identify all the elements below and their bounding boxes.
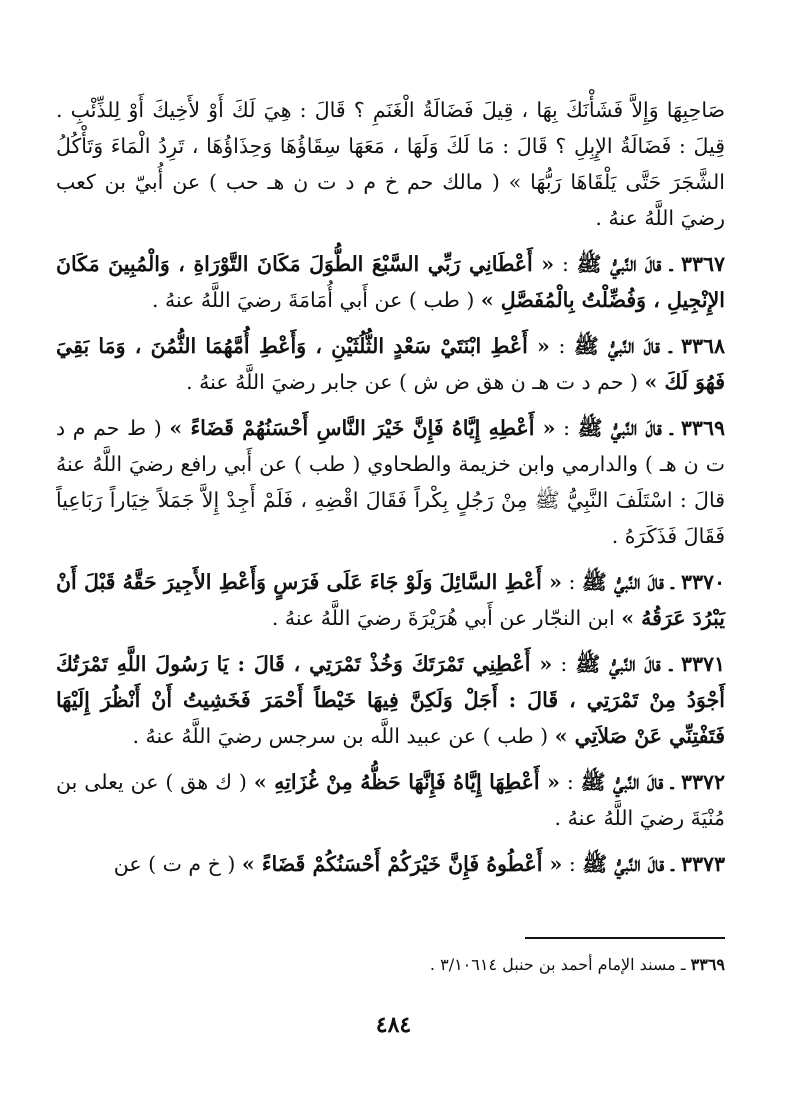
hadith-text: « أَعْطِهَا إِيَّاهُ فَإِنَّهَا حَظُّهُ مِنْ غُزَاتِهِ » [253,770,560,794]
narration-phrase: قالَ النَّبيُّ ﷺ [573,334,660,358]
footnote-text: ـ مسند الإمام أحمد بن حنبل ٣/١٠٦١٤ . [429,955,686,974]
hadith-source: ( طب ) عن عبيد اللَّه بن سرجس رضيَ اللَّهُ عنهُ . [132,724,549,748]
hadith-text: « أَعْطِهِ إِيَّاهُ فَإِنَّ خَيْرَ النَّاسِ أَحْسَنُهُمْ قَضَاءً » [169,416,556,440]
hadith-number: ٣٣٧١ [680,652,725,676]
hadith-entry-3373 [56,846,725,882]
page-number: ٤٨٤ [375,1012,412,1038]
colon: : [549,334,574,358]
hadith-number: ٣٣٧٠ [680,570,725,594]
hadith-number: ٣٣٦٩ [680,416,725,440]
footnote-divider [525,937,725,939]
continuation-text: صَاحِبِهَا وَإِلاَّ فَشَأْنَكَ بِهَا ، قِيلَ فَضَالَةُ الْغَنَمِ ؟ قَالَ : هِيَ لَكَ أَوْ لأَخِيكَ أَوْ لِلذِّئْبِ . قِيلَ : فَضَالَةُ الإِبِلِ ؟ قَالَ : مَا لَكَ وَلَهَا ، مَعَهَا سِقَاؤُهَا وَحِذَاؤُهَا ، تَرِدُ الْمَاءَ وَتَأْكُلُ الشَّجَرَ حَتَّى يَلْقَاهَا رَبُّهَا » ( مالك حم خ م د ت ن هـ حب ) عن أُبيّ بن كعب رضيَ اللَّهُ عنهُ . [56,98,725,230]
hadith-text: « أَعْطِ ابْنَتَيْ سَعْدٍ الثُّلُثَيْنِ ، وَأَعْطِ أُمَّهُمَا الثُّمُنَ ، وَمَا بَقِيَ فَهُوَ لَكَ » [56,334,725,394]
hadith-text: « أَعْطَانِي رَبِّي السَّبْعَ الطُّوَلَ مَكَانَ التَّوْرَاةِ ، وَالْمُبِينَ مَكَانَ الإِنْجِيلِ ، وَفُضِّلْتُ بِالْمُفَصَّلِ » [56,252,725,312]
narration-phrase: قالَ النَّبيُّ ﷺ [577,416,662,440]
colon: : [559,770,581,794]
hadith-source: ( ك هق ) عن يعلى بن مُنْيَةَ رضيَ اللَّهُ عنهُ . [56,770,725,830]
narration-phrase: قالَ النَّبيُّ ﷺ [582,852,665,876]
hadith-number: ٣٣٦٨ [680,334,725,358]
hadith-source: ( خ م ت ) عن [113,852,236,876]
colon: : [562,852,583,876]
footnote-number: ٣٣٦٩ [690,955,725,974]
hadith-source: ( حم د ت هـ ن هق ض ش ) عن جابر رضيَ اللَّهُ عنهُ . [186,370,639,394]
hadith-text: « أَعْطُوهُ فَإِنَّ خَيْرَكُمْ أَحْسَنُكُمْ قَضَاءً » [241,852,563,876]
separator: ـ [661,416,681,440]
separator: ـ [659,334,681,358]
hadith-entry-3370 [56,564,725,636]
hadith-entry-3369 [56,410,725,554]
separator: ـ [660,652,681,676]
separator: ـ [663,770,681,794]
footnote [56,952,725,978]
separator: ـ [663,570,681,594]
hadith-source: ابن النجّار عن أَبي هُرَيْرَةَ رضيَ اللَّهُ عنهُ . [271,606,615,630]
hadith-entry-3367 [56,246,725,318]
narration-phrase: قالَ النَّبيُّ ﷺ [580,770,664,794]
hadith-number: ٣٣٦٧ [680,252,725,276]
separator: ـ [664,852,681,876]
hadith-text: « أَعْطِنِي تَمْرَتَكَ وَخُذْ تَمْرَتِي ، قَالَ : يَا رَسُولَ اللَّهِ تَمْرَتُكَ أَجْوَدُ مِنْ تَمْرَتِي ، قَالَ : أَجَلْ وَلَكِنَّ فِيهَا خَيْطاً أَحْمَرَ فَخَشِيتُ أَنْ أَنْظُرَ إِلَيْهَا فَتَفْتِنِّي عَنْ صَلاَتِي » [56,652,725,748]
hadith-source: ( ط حم م د ت ن هـ ) والدارمي وابن خزيمة والطحاوي ( طب ) عن أَبي رافع رضيَ اللَّهُ عنهُ قالَ : اسْتَلَفَ النَّبِيُّ ﷺ مِنْ رَجُلٍ بِكْراً فَقَالَ اقْضِهِ ، فَلَمْ أَجِدْ إِلاَّ جَمَلاً خِيَاراً رَبَاعِياً فَقَالَ فَذَكَرَهُ . [56,416,725,548]
hadith-source: ( طب ) عن أَبي أُمَامَةَ رضيَ اللَّهُ عنهُ . [151,288,475,312]
colon: : [555,416,578,440]
hadith-entry-3368 [56,328,725,400]
narration-phrase: قالَ النَّبيُّ ﷺ [576,252,662,276]
hadith-text: « أَعْطِ السَّائِلَ وَلَوْ جَاءَ عَلَى فَرَسٍ وَأَعْطِ الأَجِيرَ حَقَّهُ قَبْلَ أَنْ يَبْرُدَ عَرَقُهُ » [56,570,725,630]
colon: : [552,652,576,676]
hadith-entry-3371 [56,646,725,754]
hadith-number: ٣٣٧٣ [680,852,725,876]
hadith-number: ٣٣٧٢ [680,770,725,794]
continuation-paragraph [56,92,725,236]
narration-phrase: قالَ النَّبيُّ ﷺ [575,652,661,676]
narration-phrase: قالَ النَّبيُّ ﷺ [582,570,664,594]
separator: ـ [661,252,681,276]
colon: : [554,252,577,276]
colon: : [561,570,582,594]
hadith-entry-3372 [56,764,725,836]
